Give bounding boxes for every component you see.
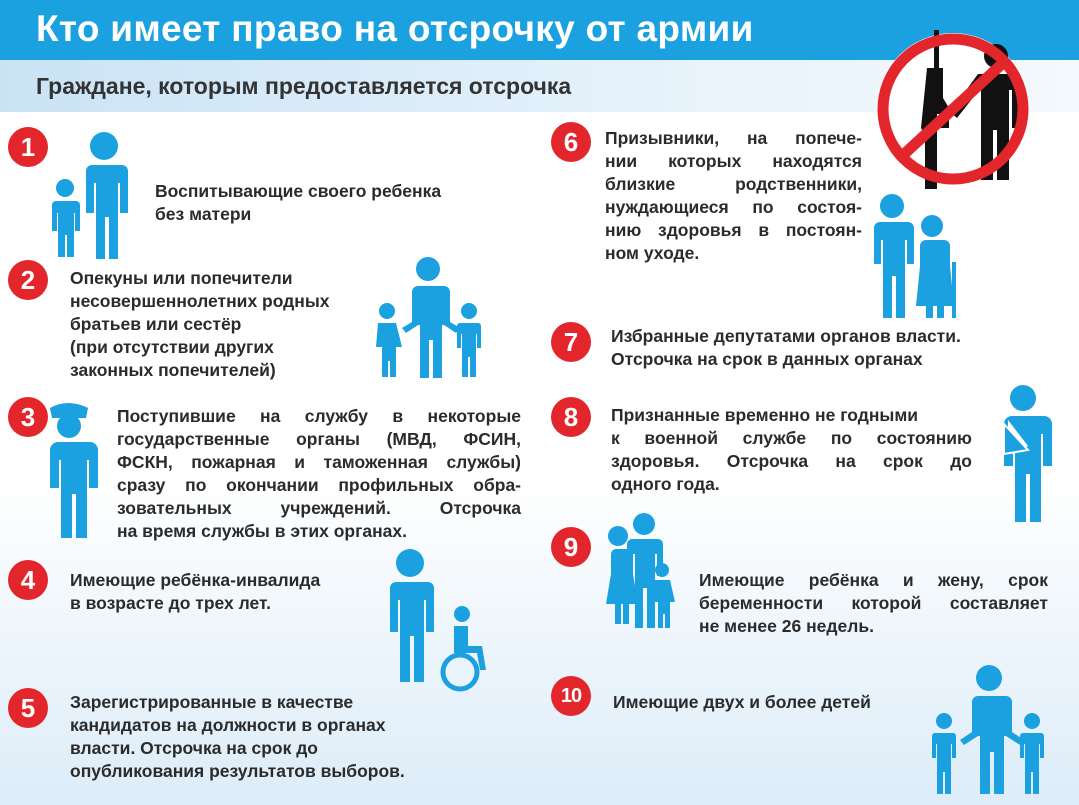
item-6-text	[605, 127, 862, 265]
item-4-number: 4	[8, 560, 48, 600]
item-5-number: 5	[8, 688, 48, 728]
item-1-line: без матери	[155, 204, 252, 224]
item-2-line: законных попечителей)	[70, 360, 276, 380]
page-subtitle: Граждане, которым предоставляется отсрочка	[36, 73, 572, 99]
item-9-line: беременности которой составляет	[699, 593, 1048, 613]
item-1-text	[155, 180, 441, 226]
item-2-text	[70, 267, 330, 382]
item-10-number: 10	[551, 676, 591, 716]
item-6-line: близкие родственники,	[605, 174, 862, 194]
item-8-line: одного года.	[611, 474, 720, 494]
item-6-line: ном уходе.	[605, 243, 700, 263]
item-5-line: кандидатов на должности в органах	[70, 715, 386, 735]
item-3-line: ФСКН, пожарная и таможенная службы)	[117, 452, 521, 472]
item-10-line: Имеющие двух и более детей	[613, 692, 871, 712]
item-2-line: Опекуны или попечители	[70, 268, 293, 288]
item-1-number: 1	[8, 127, 48, 167]
item-4-line: в возрасте до трех лет.	[70, 593, 271, 613]
father-child-icon	[48, 131, 133, 259]
officer-icon	[36, 402, 102, 538]
item-2-line: несовершеннолетних родных	[70, 291, 330, 311]
item-1-line: Воспитывающие своего ребенка	[155, 181, 442, 201]
item-7-line: Отсрочка на срок в данных органах	[611, 349, 923, 369]
item-7-text	[611, 325, 961, 371]
item-9-line: Имеющие ребёнка и жену, срок	[699, 570, 1048, 590]
item-10-text	[613, 691, 871, 714]
item-4-text	[70, 569, 320, 615]
item-9-text	[699, 569, 1048, 638]
guardian-children-icon	[370, 256, 488, 380]
item-6-line: Призывники, на попече-	[605, 128, 862, 148]
item-3-line: сразу по окончании профильных обра-	[117, 475, 521, 495]
item-8-line: Признанные временно не годными	[611, 405, 919, 425]
injured-arm-icon	[990, 384, 1056, 524]
no-weapon-sign-icon	[872, 28, 1034, 190]
item-3-line: зовательных учреждений. Отсрочка	[117, 498, 521, 518]
item-8-number: 8	[551, 397, 591, 437]
item-6-line: нии которых находятся	[605, 151, 862, 171]
page-title: Кто имеет право на отсрочку от армии	[36, 8, 754, 49]
father-two-children-icon	[928, 664, 1050, 798]
parent-wheelchair-icon	[384, 548, 488, 694]
item-3-number: 3	[8, 397, 48, 437]
item-5-line: власти. Отсрочка на срок до	[70, 738, 318, 758]
item-2-line: братьев или сестёр	[70, 314, 242, 334]
item-8-line: к военной службе по состоянию	[611, 428, 972, 448]
item-3-line: государственные органы (МВД, ФСИН,	[117, 429, 521, 449]
item-2-line: (при отсутствии других	[70, 337, 274, 357]
item-7-line: Избранные депутатами органов власти.	[611, 326, 961, 346]
item-8-text	[611, 404, 972, 496]
family-icon	[596, 512, 684, 632]
item-9-line: не менее 26 недель.	[699, 616, 874, 636]
item-5-text	[70, 691, 405, 783]
item-7-number: 7	[551, 322, 591, 362]
item-3-text	[117, 405, 521, 543]
item-6-number: 6	[551, 122, 591, 162]
elderly-couple-icon	[866, 192, 962, 320]
item-4-line: Имеющие ребёнка-инвалида	[70, 570, 321, 590]
item-3-line: на время службы в этих органах.	[117, 521, 407, 541]
item-5-line: Зарегистрированные в качестве	[70, 692, 354, 712]
item-3-line: Поступившие на службу в некоторые	[117, 406, 521, 426]
item-9-number: 9	[551, 527, 591, 567]
item-6-line: нуждающиеся по состоя-	[605, 197, 862, 217]
item-6-line: нию здоровья в постоян-	[605, 220, 862, 240]
item-2-number: 2	[8, 260, 48, 300]
item-8-line: здоровья. Отсрочка на срок до	[611, 451, 972, 471]
item-5-line: опубликования результатов выборов.	[70, 761, 405, 781]
